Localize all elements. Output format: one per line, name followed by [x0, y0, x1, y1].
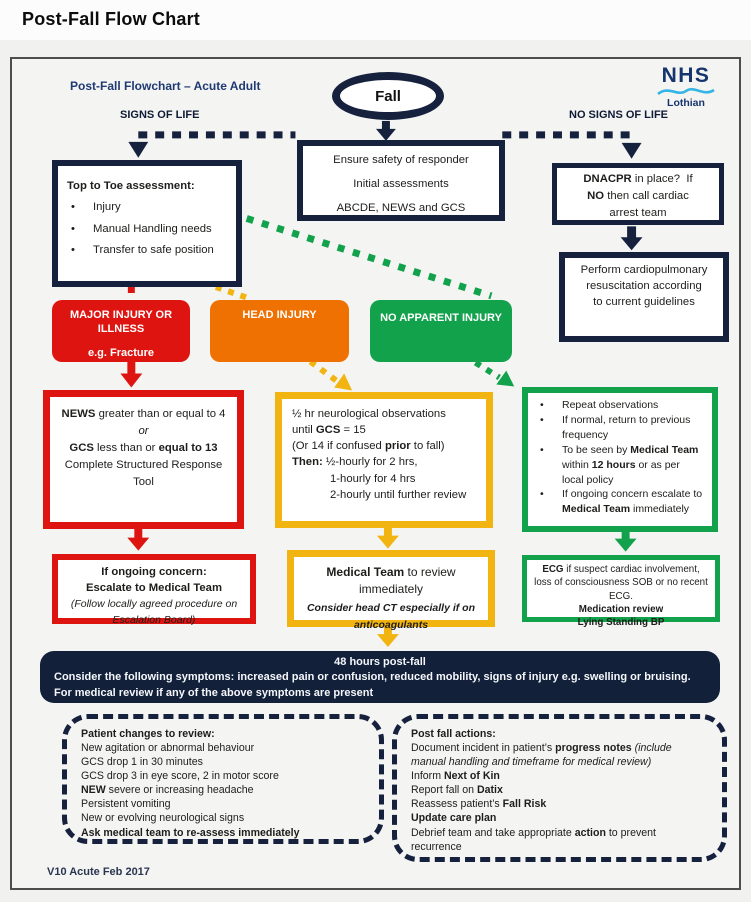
- nhs-region-text: Lothian: [667, 97, 705, 109]
- version-label: V10 Acute Feb 2017: [47, 866, 150, 878]
- signs-of-life-label: SIGNS OF LIFE: [120, 109, 200, 121]
- dnacpr-box: DNACPR in place? If NO then call cardiac arrest team: [552, 163, 724, 225]
- patient-changes-box: Patient changes to review: New agitation or abnormal behaviour GCS drop 1 in 30 minutes GCS drop 3 in eye score, 2 in motor score NEW severe or increasing headache Persistent vomiting New or evolving neurological signs Ask medical team to re-assess immediately: [62, 714, 384, 844]
- ecg-medication-review-box: ECG if suspect cardiac involvement, loss of consciousness SOB or no recent ECG. Medication review Lying Standing BP: [522, 555, 720, 622]
- nhs-lothian-logo: [651, 65, 721, 109]
- escalate-medical-team-box: If ongoing concern: Escalate to Medical Team (Follow locally agreed procedure on Escalation Board): [52, 554, 256, 624]
- 48-hours-post-fall-banner: 48 hours post-fall Consider the following symptoms: increased pain or confusion, reduced mobility, signs of injury e.g. swelling or bruising. For medical review if any of the above symptoms are present: [40, 651, 720, 703]
- medical-team-review-box: Medical Team to review immediately Consider head CT especially if on anticoagulants: [287, 550, 495, 627]
- neuro-observations-box: ½ hr neurological observations until GCS = 15 (Or 14 if confused prior to fall) Then: ½-hourly for 2 hrs, 1-hourly for 4 hrs 2-hourly until further review: [275, 392, 493, 528]
- news-gcs-criteria-box: NEWS greater than or equal to 4 or GCS less than or equal to 13 Complete Structured Response Tool: [43, 390, 244, 529]
- fall-label: Fall: [375, 87, 401, 105]
- ensure-safety-box: Ensure safety of responder Initial assessments ABCDE, NEWS and GCS: [297, 140, 505, 221]
- post-fall-actions-box: Post fall actions: Document incident in patient’s progress notes (include manual handling and timeframe for medical review) Inform Next of Kin Report fall on Datix Reassess patient’s Fall Risk Update care plan Debrief team and take appropriate action to prevent recurrence: [392, 714, 727, 862]
- major-injury-pill: MAJOR INJURY OR ILLNESS e.g. Fracture: [52, 300, 190, 362]
- nhs-logo-text: NHS: [661, 64, 711, 87]
- chart-subtitle: Post-Fall Flowchart – Acute Adult: [70, 79, 261, 93]
- start-node-fall: [332, 72, 444, 120]
- no-signs-of-life-label: NO SIGNS OF LIFE: [569, 109, 669, 121]
- perform-cpr-box: Perform cardiopulmonary resuscitation according to current guidelines: [559, 252, 729, 342]
- flowchart-board: [10, 57, 741, 890]
- head-injury-pill: HEAD INJURY: [210, 300, 349, 362]
- no-apparent-injury-pill: NO APPARENT INJURY: [370, 300, 512, 362]
- repeat-observations-box: • Repeat observations • If normal, return to previous frequency • To be seen by Medical Team within 12 hours or as per local policy • If ongoing concern escalate to Medical Team immediately: [522, 387, 718, 532]
- page-title: Post-Fall Flow Chart: [22, 9, 201, 29]
- top-to-toe-assessment-box: Top to Toe assessment: • Injury • Manual Handling needs • Transfer to safe position: [52, 160, 242, 287]
